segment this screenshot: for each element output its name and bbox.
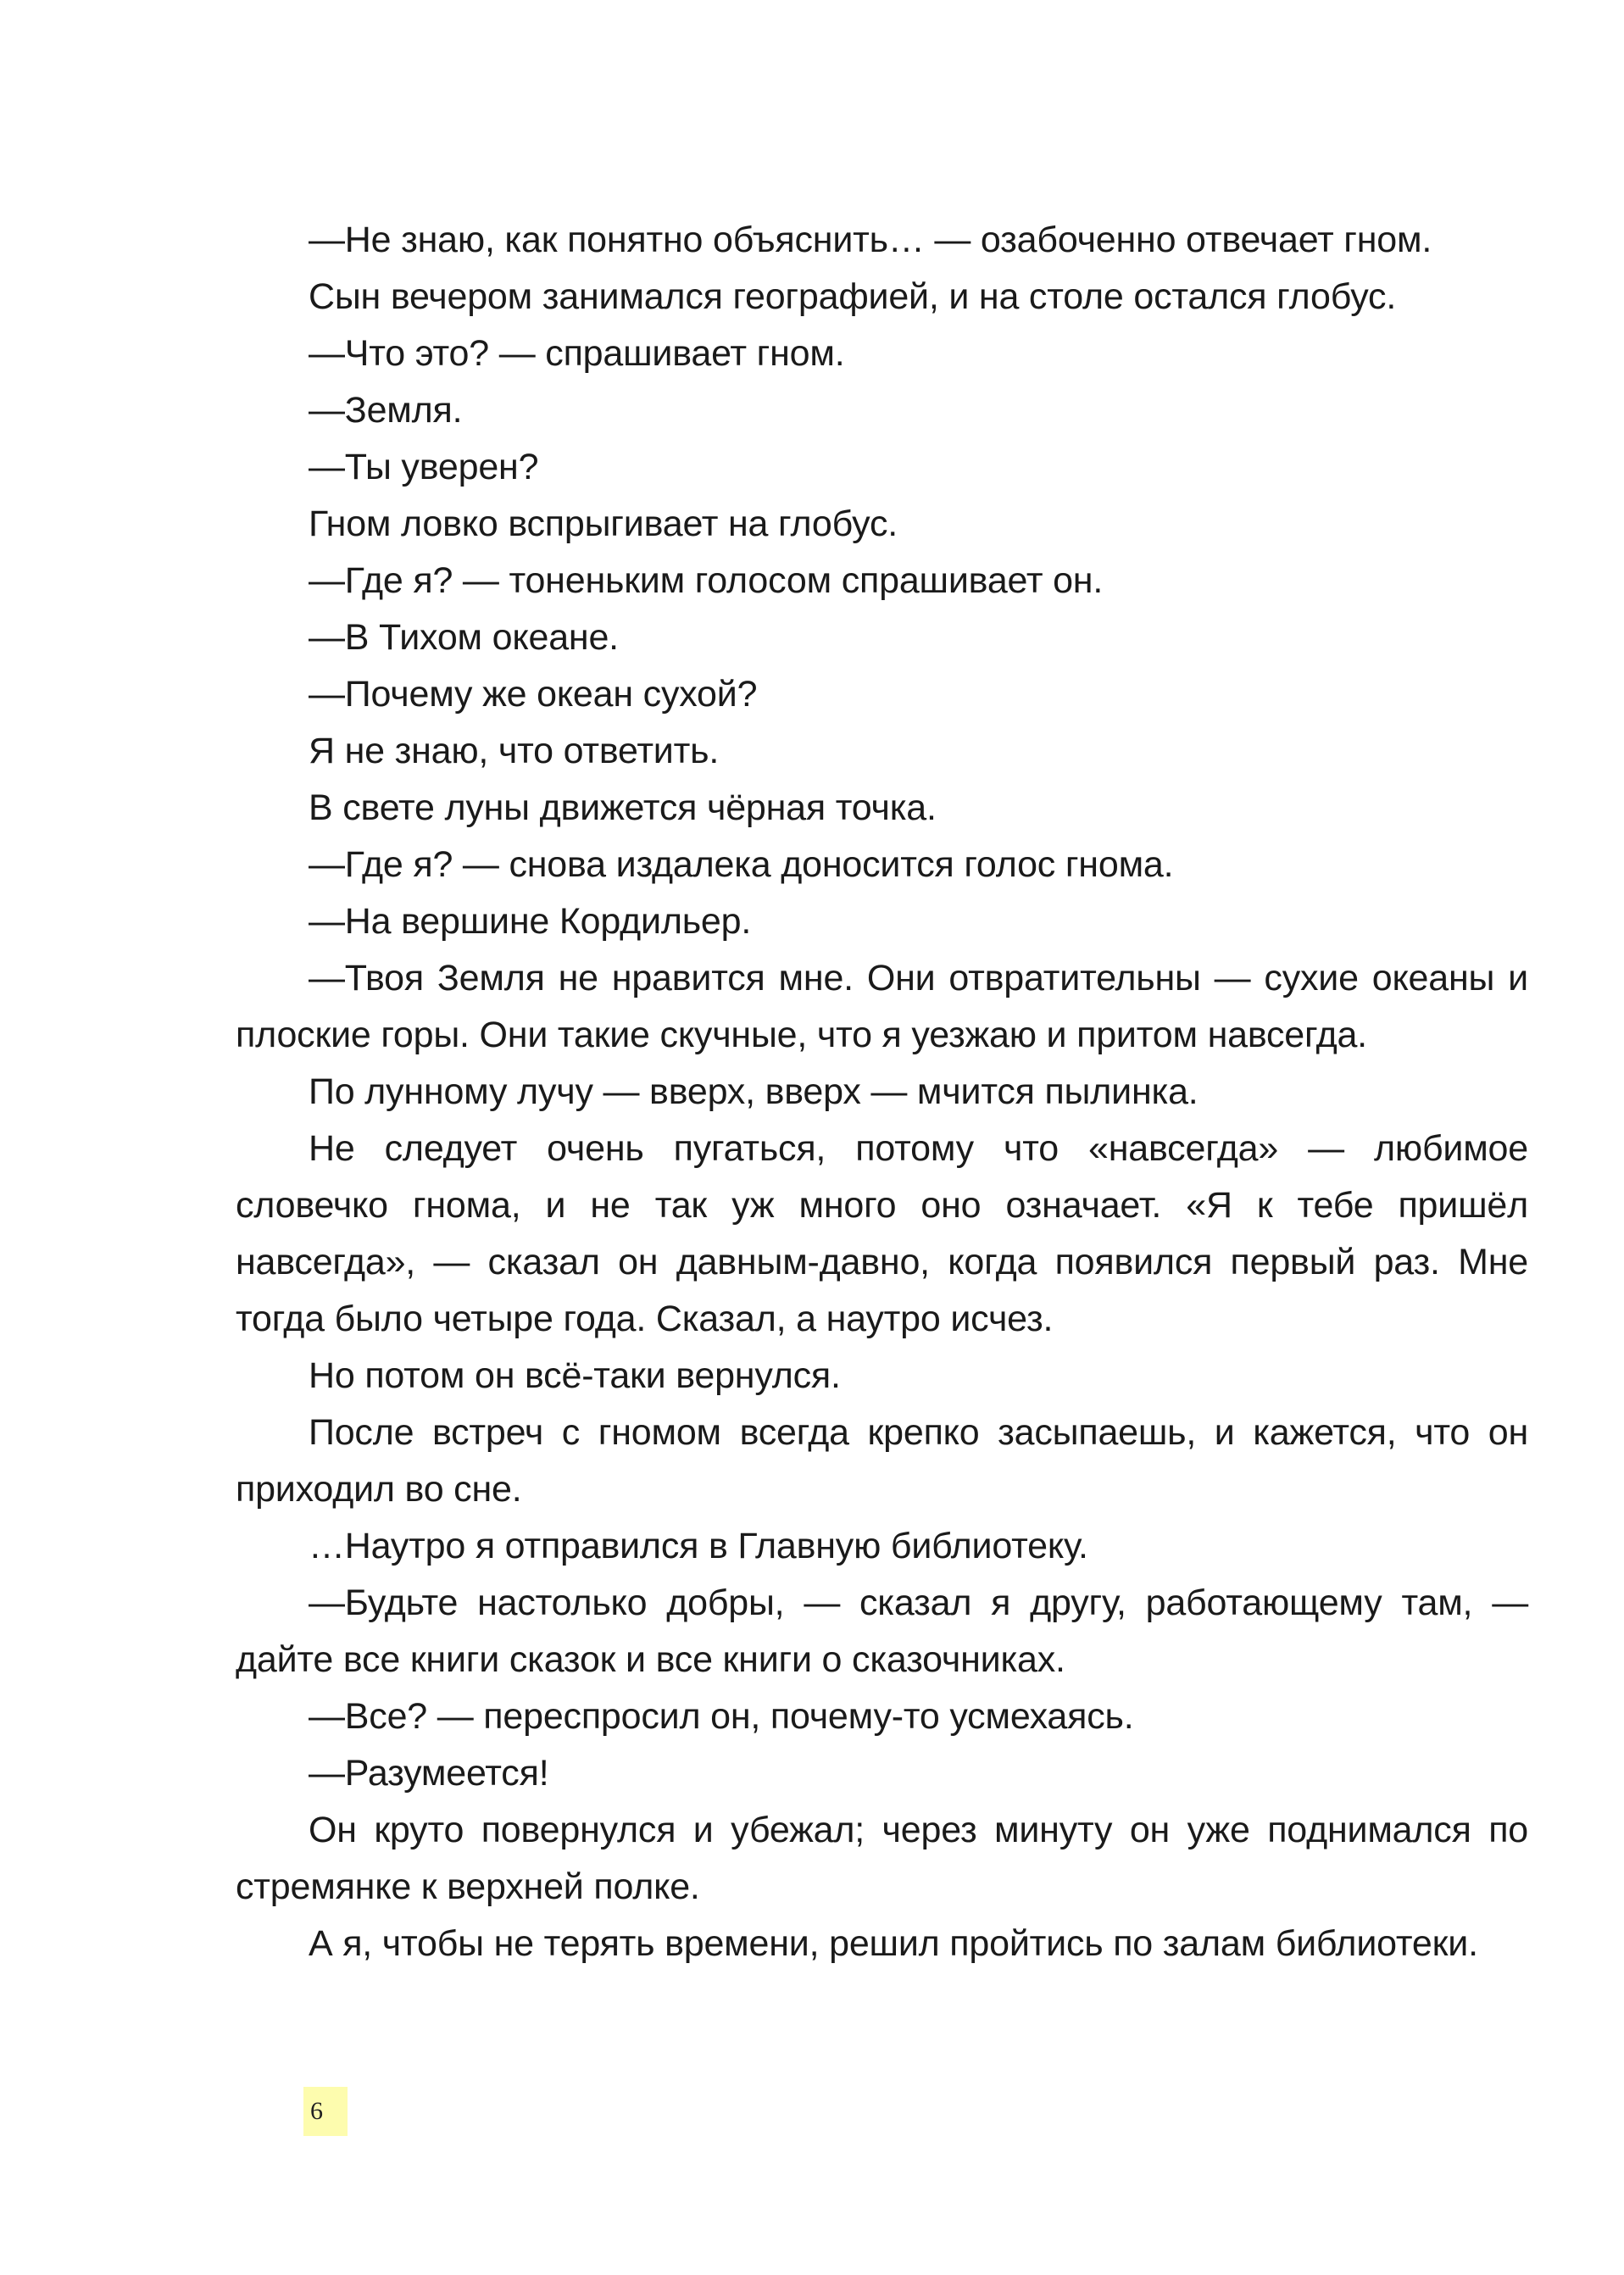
paragraph: —Земля. [309,390,463,431]
paragraph: Сын вечером занимался географией, и на столе остался глобус. [309,276,1397,317]
paragraph: Но потом он всё-таки вернулся. [309,1355,841,1396]
paragraph: По лунному лучу — вверх, вверх — мчится пылинка. [309,1071,1199,1112]
paragraph: После встреч с гномом всегда крепко засыпаешь, и кажется, что он приходил во сне. [236,1412,1528,1510]
paragraph: —Ты уверен? [309,447,539,487]
paragraph: А я, чтобы не терять времени, решил пройтись по залам библиотеки. [309,1923,1478,1964]
paragraph: —Разумеется! [309,1753,549,1794]
paragraph: —Все? — переспросил он, почему-то усмехаясь. [309,1696,1134,1737]
paragraph: …Наутро я отправился в Главную библиотеку. [309,1526,1088,1566]
paragraph: —Что это? — спрашивает гном. [309,333,845,374]
paragraph: Не следует очень пугаться, потому что «навсегда» — любимое словечко гнома, и не так уж много оно означает. «Я к тебе пришёл навсегда», — сказал он давным-давно, когда появился первый раз. Мне тогда было четыре года. Сказал, а наутро исчез. [236,1128,1528,1339]
paragraph: Гном ловко вспрыгивает на глобус. [309,503,898,544]
paragraph: —На вершине Кордильер. [309,901,752,942]
paragraph: В свете луны движется чёрная точка. [309,787,937,828]
page-number: 6 [303,2087,348,2136]
paragraph: —Где я? — тоненьким голосом спрашивает он. [309,560,1104,601]
paragraph: —Почему же океан сухой? [309,674,758,715]
paragraph: Я не знаю, что ответить. [309,731,720,771]
paragraph: —Не знаю, как понятно объяснить… — озабоченно отвечает гном. [309,220,1432,260]
paragraph: —Где я? — снова издалека доносится голос гнома. [309,844,1174,885]
body-text [236,212,1528,1972]
paragraph: —В Тихом океане. [309,617,619,658]
paragraph: Он круто повернулся и убежал; через минуту он уже поднимался по стремянке к верхней полке. [236,1810,1528,1907]
paragraph: —Твоя Земля не нравится мне. Они отвратительны — сухие океаны и плоские горы. Они такие скучные, что я уезжаю и притом навсегда. [236,958,1528,1055]
paragraph: —Будьте настолько добры, — сказал я другу, работающему там, — дайте все книги сказок и все книги о сказочниках. [236,1582,1528,1680]
